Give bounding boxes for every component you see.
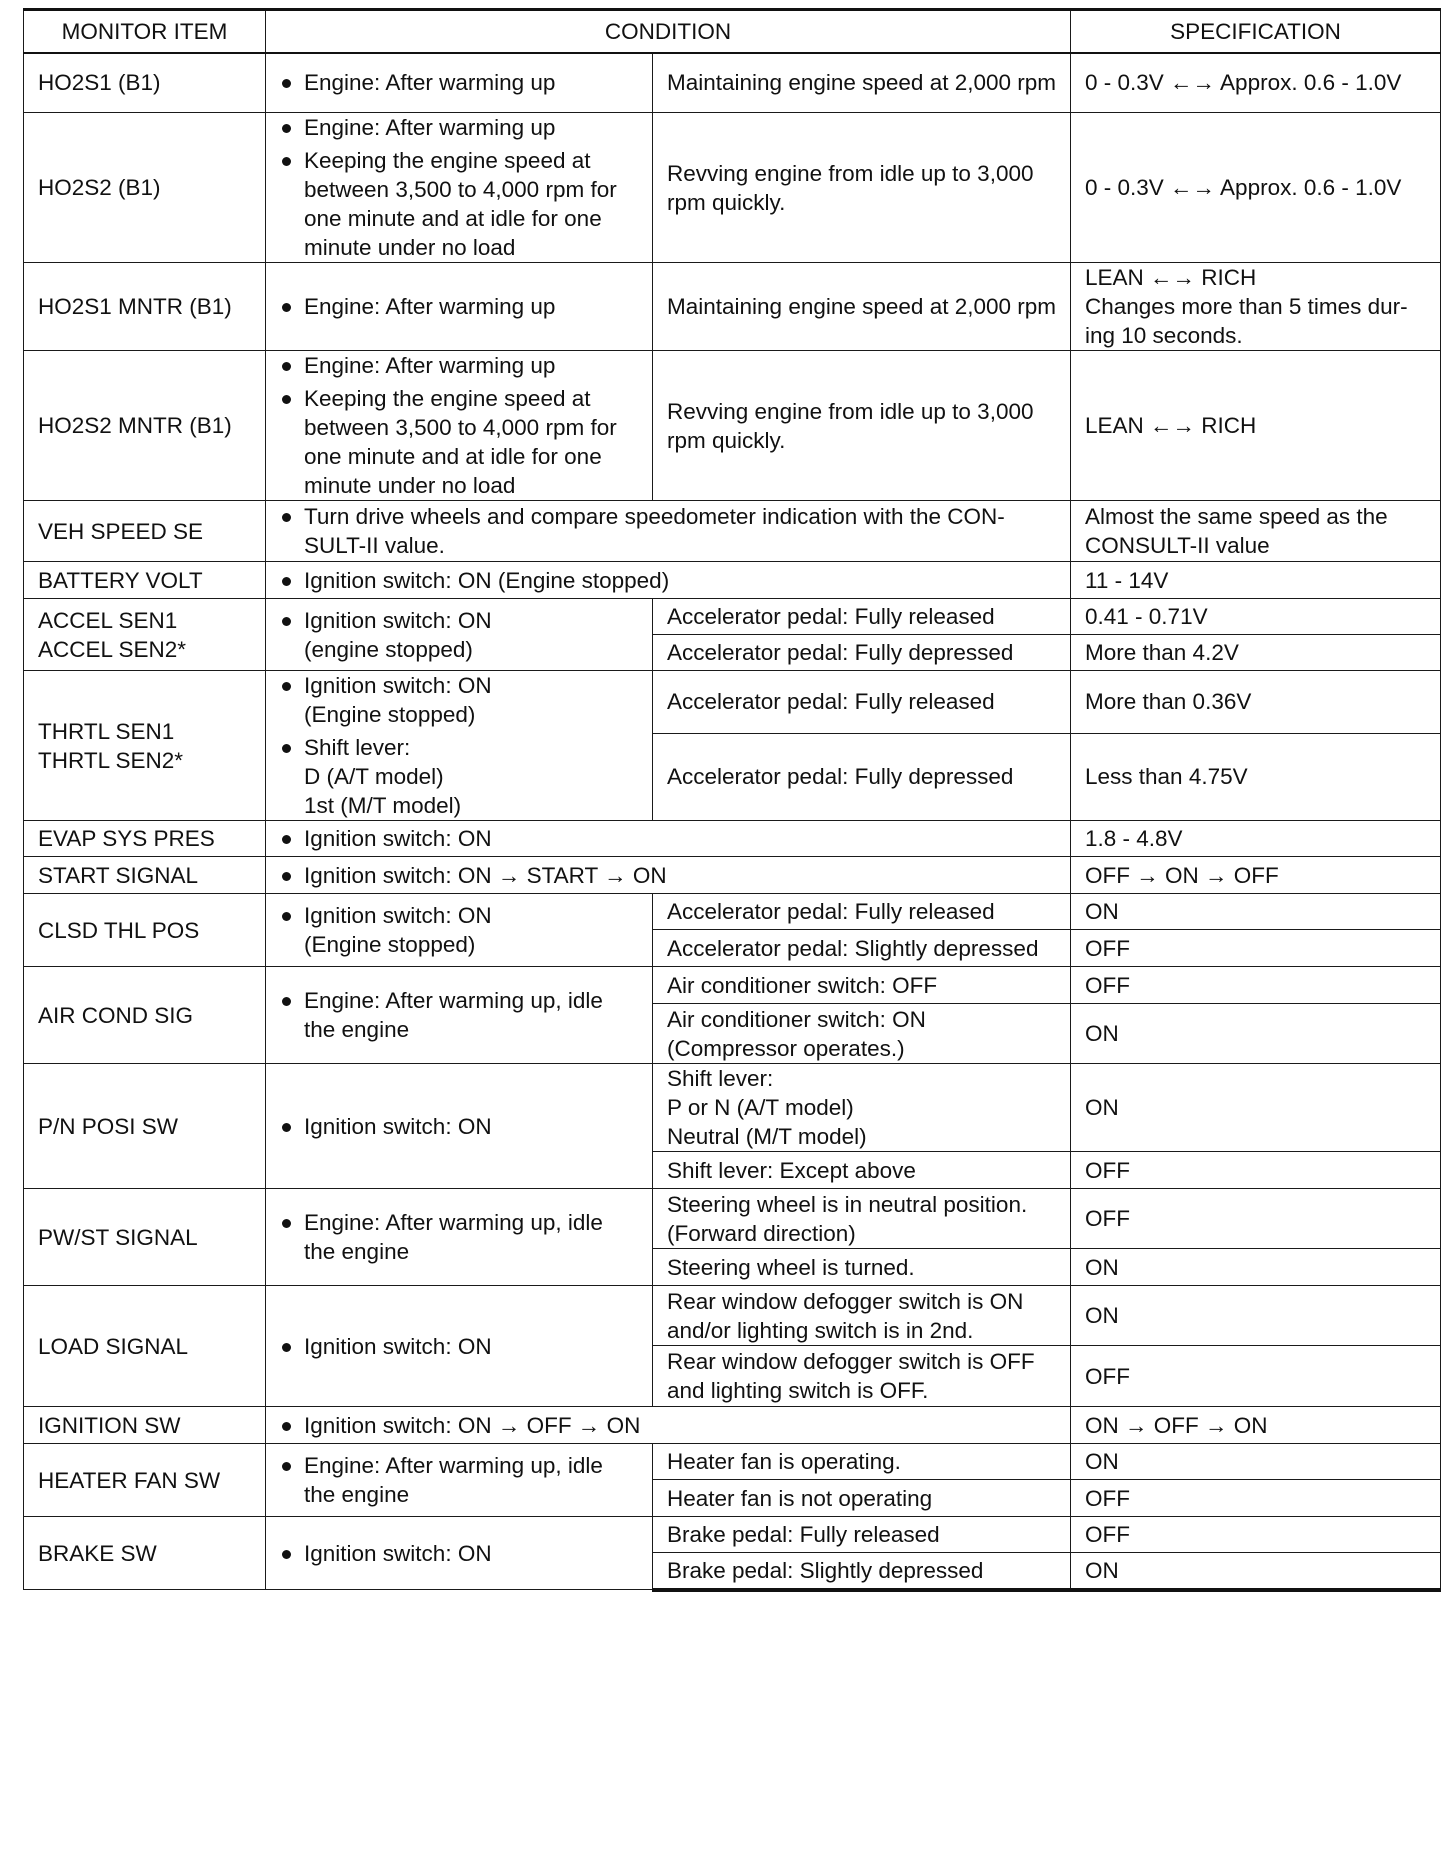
condition-cell (266, 1286, 653, 1407)
monitor-item-cell: HO2S2 MNTR (B1) (24, 351, 266, 501)
specification-cell: ON (1071, 1553, 1441, 1590)
specification-cell: ON (1071, 894, 1441, 930)
specification-cell: 11 - 14V (1071, 562, 1441, 599)
table-body (24, 53, 1441, 1590)
monitor-item-cell: VEH SPEED SE (24, 501, 266, 562)
sub-condition-cell: Shift lever: Except above (653, 1152, 1071, 1189)
condition-cell (266, 967, 653, 1064)
specification-cell: OFF (1071, 1480, 1441, 1517)
specification-cell: OFF (1071, 1152, 1441, 1189)
condition-bullet: Turn drive wheels and compare speedometer indication with the CON-SULT-II value. (280, 502, 1056, 560)
header-specification: SPECIFICATION (1071, 10, 1441, 53)
table-row (24, 967, 1441, 1004)
specification-cell: Almost the same speed as the CONSULT-II value (1071, 501, 1441, 562)
table-row (24, 894, 1441, 930)
sub-condition-cell: Rear window defogger switch is ON and/or lighting switch is in 2nd. (653, 1286, 1071, 1346)
specification-cell: 0 - 0.3V ←→ Approx. 0.6 - 1.0V (1071, 53, 1441, 113)
condition-bullet: Ignition switch: ON → START → ON (280, 861, 1056, 890)
table-row (24, 53, 1441, 113)
specification-cell: 0.41 - 0.71V (1071, 599, 1441, 635)
condition-cell (266, 53, 653, 113)
monitor-item-cell: EVAP SYS PRES (24, 821, 266, 857)
sub-condition-cell: Revving engine from idle up to 3,000 rpm quickly. (653, 351, 1071, 501)
condition-cell (266, 562, 1071, 599)
table-row (24, 1444, 1441, 1480)
condition-bullet: Shift lever: D (A/T model) 1st (M/T model) (280, 733, 638, 820)
monitor-item-cell: START SIGNAL (24, 857, 266, 894)
sub-condition-cell: Maintaining engine speed at 2,000 rpm (653, 53, 1071, 113)
monitor-item-cell: HO2S1 (B1) (24, 53, 266, 113)
condition-bullet: Ignition switch: ON (engine stopped) (280, 606, 638, 664)
condition-bullet: Ignition switch: ON (280, 1112, 638, 1141)
specification-cell: LEAN ←→ RICH (1071, 351, 1441, 501)
condition-cell (266, 671, 653, 821)
condition-bullet: Ignition switch: ON (Engine stopped) (280, 901, 638, 959)
condition-bullet: Engine: After warming up, idle the engine (280, 986, 638, 1044)
table-row (24, 1517, 1441, 1553)
sub-condition-cell: Accelerator pedal: Fully depressed (653, 635, 1071, 671)
condition-cell (266, 599, 653, 671)
sub-condition-cell: Accelerator pedal: Fully released (653, 894, 1071, 930)
table-row (24, 1064, 1441, 1152)
condition-bullet: Ignition switch: ON (Engine stopped) (280, 566, 1056, 595)
specification-cell: ON (1071, 1286, 1441, 1346)
condition-bullet: Engine: After warming up (280, 113, 638, 142)
specification-cell: OFF (1071, 1517, 1441, 1553)
monitor-item-cell: HO2S1 MNTR (B1) (24, 263, 266, 351)
condition-bullet: Keeping the engine speed at between 3,500 to 4,000 rpm for one minute and at idle for one minute under no load (280, 146, 638, 262)
sub-condition-cell: Shift lever: P or N (A/T model) Neutral (M/T model) (653, 1064, 1071, 1152)
specification-cell: ON → OFF → ON (1071, 1407, 1441, 1444)
monitor-item-cell: HEATER FAN SW (24, 1444, 266, 1517)
sub-condition-cell: Maintaining engine speed at 2,000 rpm (653, 263, 1071, 351)
monitor-item-cell: P/N POSI SW (24, 1064, 266, 1189)
monitor-item-cell: PW/ST SIGNAL (24, 1189, 266, 1286)
condition-cell (266, 1189, 653, 1286)
monitor-item-cell: THRTL SEN1 THRTL SEN2* (24, 671, 266, 821)
condition-bullet: Engine: After warming up (280, 68, 638, 97)
sub-condition-cell: Revving engine from idle up to 3,000 rpm quickly. (653, 113, 1071, 263)
specification-cell: LEAN ←→ RICH Changes more than 5 times dur-ing 10 seconds. (1071, 263, 1441, 351)
condition-cell (266, 857, 1071, 894)
table-row (24, 1189, 1441, 1249)
specification-cell: OFF (1071, 1346, 1441, 1407)
table-row (24, 671, 1441, 734)
condition-bullet: Ignition switch: ON (280, 1332, 638, 1361)
specification-cell: 0 - 0.3V ←→ Approx. 0.6 - 1.0V (1071, 113, 1441, 263)
sub-condition-cell: Brake pedal: Slightly depressed (653, 1553, 1071, 1590)
condition-cell (266, 1444, 653, 1517)
condition-cell (266, 113, 653, 263)
condition-bullet: Ignition switch: ON (280, 1539, 638, 1568)
sub-condition-cell: Accelerator pedal: Fully released (653, 671, 1071, 734)
table-row (24, 501, 1441, 562)
specification-cell: OFF (1071, 1189, 1441, 1249)
monitor-item-cell: HO2S2 (B1) (24, 113, 266, 263)
sub-condition-cell: Air conditioner switch: ON (Compressor operates.) (653, 1004, 1071, 1064)
specification-cell: 1.8 - 4.8V (1071, 821, 1441, 857)
condition-bullet: Ignition switch: ON (Engine stopped) (280, 671, 638, 729)
sub-condition-cell: Heater fan is not operating (653, 1480, 1071, 1517)
header-condition: CONDITION (266, 10, 1071, 53)
sub-condition-cell: Accelerator pedal: Slightly depressed (653, 930, 1071, 967)
monitor-item-cell: ACCEL SEN1 ACCEL SEN2* (24, 599, 266, 671)
monitor-item-cell: AIR COND SIG (24, 967, 266, 1064)
table-row (24, 857, 1441, 894)
header-monitor-item: MONITOR ITEM (24, 10, 266, 53)
monitor-item-cell: BRAKE SW (24, 1517, 266, 1590)
condition-bullet: Keeping the engine speed at between 3,500 to 4,000 rpm for one minute and at idle for one minute under no load (280, 384, 638, 500)
specification-cell: OFF (1071, 967, 1441, 1004)
sub-condition-cell: Accelerator pedal: Fully depressed (653, 733, 1071, 820)
condition-bullet: Ignition switch: ON (280, 824, 1056, 853)
condition-cell (266, 1407, 1071, 1444)
table-row (24, 1286, 1441, 1346)
specification-cell: ON (1071, 1249, 1441, 1286)
sub-condition-cell: Rear window defogger switch is OFF and lighting switch is OFF. (653, 1346, 1071, 1407)
condition-bullet: Ignition switch: ON → OFF → ON (280, 1411, 1056, 1440)
table-row (24, 113, 1441, 263)
condition-cell (266, 821, 1071, 857)
condition-bullet: Engine: After warming up, idle the engine (280, 1451, 638, 1509)
sub-condition-cell: Heater fan is operating. (653, 1444, 1071, 1480)
monitor-spec-table (23, 8, 1441, 1592)
monitor-item-cell: CLSD THL POS (24, 894, 266, 967)
condition-cell (266, 1517, 653, 1590)
specification-cell: ON (1071, 1444, 1441, 1480)
condition-cell (266, 1064, 653, 1189)
specification-cell: ON (1071, 1064, 1441, 1152)
specification-cell: ON (1071, 1004, 1441, 1064)
monitor-item-cell: LOAD SIGNAL (24, 1286, 266, 1407)
specification-cell: More than 4.2V (1071, 635, 1441, 671)
condition-bullet: Engine: After warming up (280, 292, 638, 321)
monitor-item-cell: IGNITION SW (24, 1407, 266, 1444)
table-row (24, 599, 1441, 635)
sub-condition-cell: Steering wheel is in neutral position. (Forward direction) (653, 1189, 1071, 1249)
condition-cell (266, 351, 653, 501)
table-row (24, 562, 1441, 599)
condition-bullet: Engine: After warming up (280, 351, 638, 380)
specification-cell: Less than 4.75V (1071, 733, 1441, 820)
specification-cell: OFF (1071, 930, 1441, 967)
table-row (24, 263, 1441, 351)
table-row (24, 821, 1441, 857)
condition-cell (266, 894, 653, 967)
table-row (24, 1407, 1441, 1444)
header-row (24, 10, 1441, 53)
condition-cell (266, 263, 653, 351)
table-row (24, 351, 1441, 501)
monitor-item-cell: BATTERY VOLT (24, 562, 266, 599)
specification-cell: OFF → ON → OFF (1071, 857, 1441, 894)
condition-cell (266, 501, 1071, 562)
sub-condition-cell: Accelerator pedal: Fully released (653, 599, 1071, 635)
specification-cell: More than 0.36V (1071, 671, 1441, 734)
sub-condition-cell: Air conditioner switch: OFF (653, 967, 1071, 1004)
sub-condition-cell: Brake pedal: Fully released (653, 1517, 1071, 1553)
sub-condition-cell: Steering wheel is turned. (653, 1249, 1071, 1286)
condition-bullet: Engine: After warming up, idle the engine (280, 1208, 638, 1266)
